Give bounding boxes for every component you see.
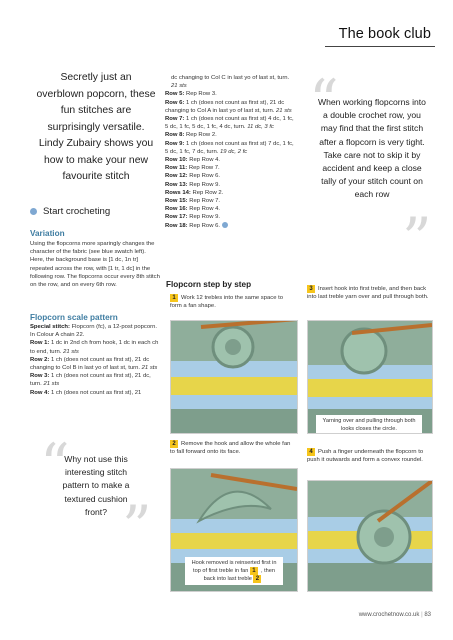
pattern-row: Row 13: Rep Row 9. xyxy=(165,181,221,188)
open-quote-icon: “ xyxy=(40,431,70,499)
pattern-row: Row 16: Rep Row 4. xyxy=(165,206,221,213)
pull-quote-tip: When working flopcorns into a double crochet row, you may find that the first stitch after a flopcorn is very tight. Take care not to skip it by accident and keep a close tally of your stitch count on each row xyxy=(318,97,426,200)
pattern-row: Row 6: 1 ch (does not count as first st), 21 dc changing to Col A in last yo of last st, turn. 21 sts xyxy=(165,99,292,114)
variation-heading: Variation xyxy=(30,229,65,238)
step-2-caption: Hook removed is reinserted first in top of first treble in fan 1 , then back into last treble 2 xyxy=(185,557,283,585)
step-number-badge: 1 xyxy=(170,294,178,302)
step-3-caption: Yarning over and pulling through both looks closes the circle. xyxy=(316,415,422,434)
pattern-row: Row 12: Rep Row 6. xyxy=(165,173,221,180)
crochet-swatch-image xyxy=(308,481,432,591)
variation-section xyxy=(30,229,160,289)
step-number-badge: 2 xyxy=(170,440,178,448)
start-label: Start crocheting xyxy=(43,206,111,217)
pattern-row: Row 7: 1 ch (does not count as first st) 4 dc, 1 fc, 5 dc, 1 fc, 5 dc, 1 fc, 4 dc, turn. 11 dc, 3 fc xyxy=(165,116,294,131)
caption-number-badge: 2 xyxy=(253,575,261,583)
pattern-row: Row 15: Rep Row 7. xyxy=(165,198,221,205)
pattern-row: Row 8: Rep Row 2. xyxy=(165,132,217,139)
pattern-row: Row 3: 1 ch (does not count as first st), 21 dc, turn. 21 sts xyxy=(30,373,151,388)
special-stitch-text: Flopcorn (fc), a 12-post popcorn. xyxy=(71,324,158,330)
step-4-photo xyxy=(307,480,433,592)
pattern-row: Row 17: Rep Row 9. xyxy=(165,214,221,221)
start-crocheting xyxy=(30,206,110,217)
header-rule xyxy=(325,46,435,47)
pattern-row: Row 1: 1 dc in 2nd ch from hook, 1 dc in each ch to end, turn. 21 sts xyxy=(30,340,159,355)
close-quote-icon: ” xyxy=(402,205,432,273)
steps-title: Flopcorn step by step xyxy=(166,280,252,289)
pattern-row: Row 11: Rep Row 7. xyxy=(165,165,220,172)
pattern-row: Row 10: Rep Row 4. xyxy=(165,157,221,164)
pull-quote-cushion: Why not use this interesting stitch pattern to make a textured cushion front? xyxy=(62,454,130,517)
footer-url[interactable]: www.crochetnow.co.uk xyxy=(358,612,420,618)
intro-text: Secretly just an overblown popcorn, these fun stitches are surprisingly versatile. Lindy Zubairy shows you how to make your new favourite stitch xyxy=(36,72,156,182)
pattern-row: Row 9: 1 ch (does not count as first st) 7 dc, 1 fc, 5 dc, 1 fc, 7 dc, turn. 19 dc, 2 fc xyxy=(165,140,294,155)
section-title: The book club xyxy=(338,26,431,42)
step-1-text: 1 Work 12 trebles into the same space to form a fan shape. xyxy=(170,295,284,309)
pattern-row: Row 5: Rep Row 3. xyxy=(165,91,217,98)
caption-number-badge: 1 xyxy=(250,567,258,575)
pattern-row: Row 2: 1 ch (does not count as first st), 21 dc changing to Col B in last yo of last st, turn. 21 sts xyxy=(30,356,158,372)
bullet-dot-icon xyxy=(30,208,37,215)
step-2-text: 2 Remove the hook and allow the whole fan to fall forward onto its face. xyxy=(170,441,291,455)
pattern-row: Row 4: 1 ch (does not count as first st), 21 xyxy=(30,389,142,396)
pattern-continuation: dc changing to Col C in last yo of last st, turn. 21 sts xyxy=(171,75,290,90)
pattern-heading: Flopcorn scale pattern xyxy=(30,313,118,322)
pattern-section xyxy=(30,313,160,397)
footer: www.crochetnow.co.uk | 83 xyxy=(358,612,431,618)
close-quote-icon: ” xyxy=(122,493,152,561)
step-number-badge: 4 xyxy=(307,448,315,456)
step-number-badge: 3 xyxy=(307,285,315,293)
special-stitch-label: Special stitch: xyxy=(30,324,70,330)
pattern-row: Rows 14: Rep Row 2. xyxy=(165,189,224,196)
crochet-swatch-image xyxy=(171,321,297,433)
step-1-photo xyxy=(170,320,298,434)
step-3-photo xyxy=(307,320,433,434)
page-number: 83 xyxy=(424,612,431,618)
step-3-text: 3 Insert hook into first treble, and then back into last treble yarn over and pull through both. xyxy=(307,286,429,300)
pattern-row: Row 18: Rep Row 6. xyxy=(165,222,295,230)
variation-text: Using the flopcorns more sparingly changes the character of the fabric (see blue swatch left). Here, the background base is [1 dc, 1n tr] repeated across the row, with [1 tr, 1 dc] in the following row. The flopcorns occur every 8th stitch on the row, and on every 6th row. xyxy=(30,241,160,289)
end-dot-icon xyxy=(222,222,228,228)
step-4-text: 4 Push a finger underneath the flopcorn to push it outwards and form a convex roundel. xyxy=(307,449,424,463)
open-quote-icon: “ xyxy=(309,67,339,135)
pattern-col2 xyxy=(165,74,295,230)
step-2-photo xyxy=(170,468,298,592)
colour-line: In Colour A chain 22. xyxy=(30,332,85,339)
